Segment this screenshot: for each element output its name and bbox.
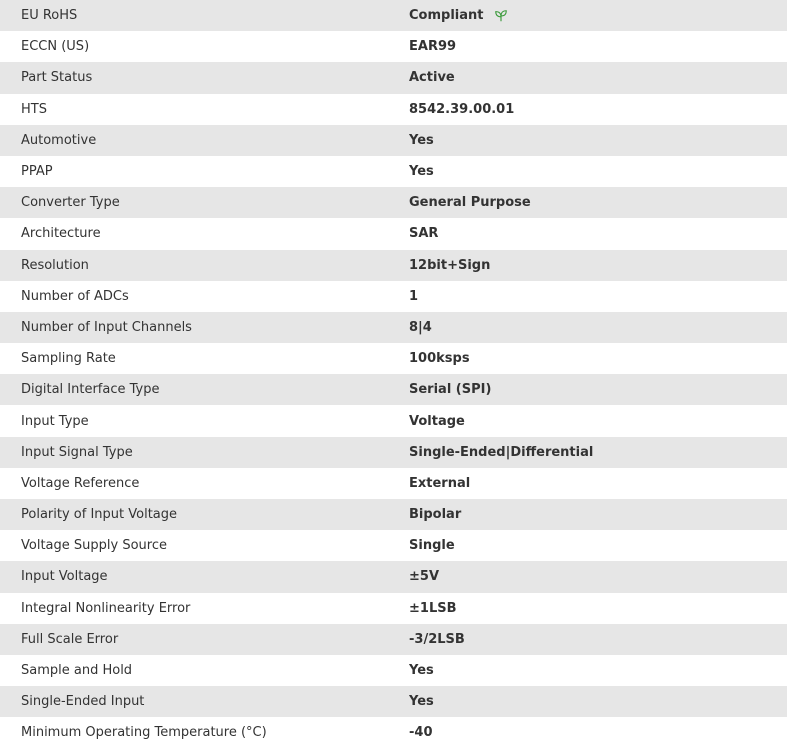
table-row — [0, 218, 787, 249]
spec-value: 100ksps — [409, 351, 470, 367]
spec-name: Sampling Rate — [21, 351, 116, 367]
spec-value: Active — [409, 70, 455, 86]
spec-name: Full Scale Error — [21, 631, 119, 647]
spec-name: Voltage Supply Source — [21, 538, 167, 554]
table-row — [0, 187, 787, 218]
spec-name: Polarity of Input Voltage — [21, 507, 178, 523]
spec-value: SAR — [409, 226, 439, 242]
table-row — [0, 0, 787, 31]
spec-value: Yes — [409, 694, 434, 710]
table-row — [0, 561, 787, 592]
spec-name: Single-Ended Input — [21, 694, 145, 710]
spec-name: Number of ADCs — [21, 288, 129, 304]
table-row — [0, 686, 787, 717]
spec-name: HTS — [21, 101, 47, 117]
spec-name: Sample and Hold — [21, 663, 133, 679]
spec-name: Part Status — [21, 70, 93, 86]
spec-value: 1 — [409, 288, 419, 304]
table-row — [0, 655, 787, 686]
spec-name: ECCN (US) — [21, 39, 90, 55]
spec-name: Architecture — [21, 226, 101, 242]
table-row — [0, 250, 787, 281]
table-row — [0, 624, 787, 655]
spec-value — [409, 0, 787, 31]
spec-name: Digital Interface Type — [21, 382, 160, 398]
spec-value: Bipolar — [409, 507, 462, 523]
table-row — [0, 343, 787, 374]
table-row — [0, 281, 787, 312]
spec-name: EU RoHS — [21, 8, 78, 24]
spec-name: Converter Type — [21, 195, 120, 211]
table-row — [0, 156, 787, 187]
spec-name: Automotive — [21, 132, 97, 148]
spec-value-text: Compliant — [409, 8, 484, 24]
spec-value: 12bit+Sign — [409, 257, 491, 273]
spec-name: Input Voltage — [21, 569, 108, 585]
spec-value: 8|4 — [409, 319, 432, 335]
spec-value: Yes — [409, 164, 434, 180]
spec-name: Integral Nonlinearity Error — [21, 600, 191, 616]
spec-value: EAR99 — [409, 39, 457, 55]
table-row — [0, 374, 787, 405]
spec-value: Yes — [409, 663, 434, 679]
spec-value: General Purpose — [409, 195, 531, 211]
spec-value: Yes — [409, 132, 434, 148]
spec-value: Serial (SPI) — [409, 382, 492, 398]
table-row — [0, 62, 787, 93]
spec-value: -3/2LSB — [409, 631, 465, 647]
table-row — [0, 717, 787, 748]
leaf-icon — [494, 9, 508, 23]
spec-value: ±1LSB — [409, 600, 457, 616]
table-row — [0, 94, 787, 125]
table-row — [0, 405, 787, 436]
table-row — [0, 593, 787, 624]
spec-value: 8542.39.00.01 — [409, 101, 515, 117]
table-row — [0, 312, 787, 343]
table-row — [0, 530, 787, 561]
spec-value: Voltage — [409, 413, 465, 429]
table-row — [0, 437, 787, 468]
spec-name: Number of Input Channels — [21, 319, 192, 335]
spec-value: External — [409, 475, 471, 491]
table-row — [0, 468, 787, 499]
spec-name: Input Type — [21, 413, 89, 429]
spec-name: Resolution — [21, 257, 89, 273]
spec-value: Single-Ended|Differential — [409, 444, 594, 460]
table-row — [0, 125, 787, 156]
spec-name: Voltage Reference — [21, 475, 140, 491]
spec-name: Input Signal Type — [21, 444, 133, 460]
spec-value: -40 — [409, 725, 433, 741]
spec-name: Minimum Operating Temperature (°C) — [21, 725, 267, 741]
spec-value: ±5V — [409, 569, 439, 585]
spec-name: PPAP — [21, 164, 53, 180]
spec-value: Single — [409, 538, 455, 554]
table-row — [0, 499, 787, 530]
table-row — [0, 31, 787, 62]
